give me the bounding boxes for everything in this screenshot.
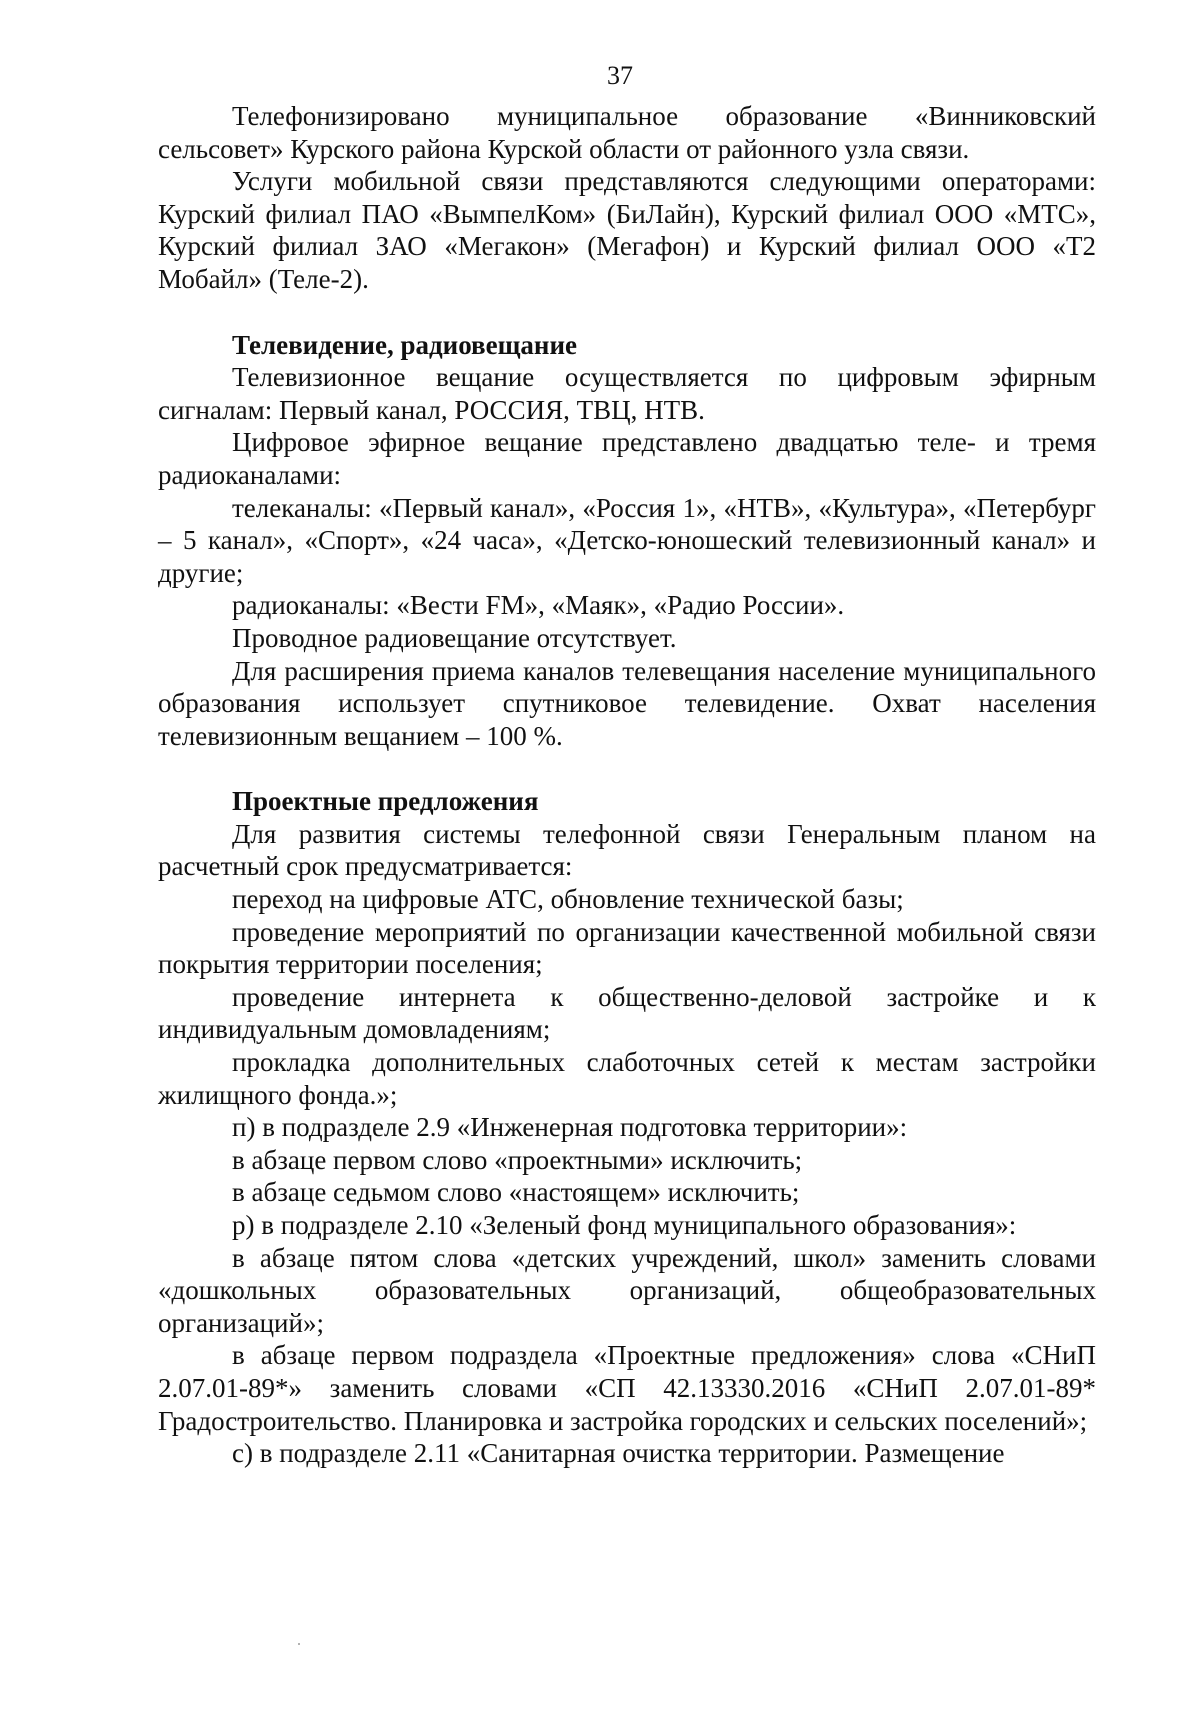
- paragraph: радиоканалы: «Вести FM», «Маяк», «Радио России».: [232, 590, 845, 621]
- paragraph: в абзаце первом слово «проектными» исключить;: [232, 1144, 803, 1175]
- section-heading-proposals: Проектные предложения: [232, 786, 539, 817]
- paragraph: в абзаце седьмом слово «настоящем» исключить;: [232, 1177, 800, 1208]
- paragraph: проведение интернета к общественно-деловой застройке и к индивидуальным домовладениям;: [158, 981, 1096, 1045]
- paragraph: Цифровое эфирное вещание представлено двадцатью теле- и тремя радиоканалами:: [158, 427, 1096, 490]
- section-gap: [158, 296, 1096, 329]
- paragraph: п) в подразделе 2.9 «Инженерная подготовка территории»:: [232, 1112, 908, 1143]
- paragraph: в абзаце пятом слова «детских учреждений, школ» заменить словами «дошкольных образовательных организаций, общеобразовательных организаций»;: [158, 1242, 1096, 1338]
- paragraph: в абзаце первом подраздела «Проектные предложения» слова «СНиП 2.07.01-89*» заменить словами «СП 42.13330.2016 «СНиП 2.07.01-89* Градостроительство. Планировка и застройка городских и сельских поселений»;: [158, 1340, 1096, 1436]
- document-body: [158, 100, 1096, 1470]
- paragraph: Телевизионное вещание осуществляется по цифровым эфирным сигналам: Первый канал, РОССИЯ, ТВЦ, НТВ.: [158, 362, 1096, 425]
- paragraph: проведение мероприятий по организации качественной мобильной связи покрытия территории поселения;: [158, 916, 1096, 980]
- paragraph: переход на цифровые АТС, обновление технической базы;: [232, 884, 904, 915]
- scan-speck: [298, 1643, 300, 1645]
- paragraph: Услуги мобильной связи представляются следующими операторами: Курский филиал ПАО «ВымпелКом» (БиЛайн), Курский филиал ООО «МТС», Курский филиал ЗАО «Мегакон» (Мегафон) и Курский филиал ООО «Т2 Мобайл» (Теле-2).: [158, 166, 1096, 294]
- page-number: 37: [607, 61, 633, 90]
- paragraph: прокладка дополнительных слаботочных сетей к местам застройки жилищного фонда.»;: [158, 1047, 1096, 1110]
- section-heading-tv: Телевидение, радиовещание: [232, 329, 577, 360]
- paragraph: телеканалы: «Первый канал», «Россия 1», «НТВ», «Культура», «Петербург – 5 канал», «Спорт», «24 часа», «Детско-юношеский телевизионный канал» и другие;: [158, 492, 1096, 588]
- paragraph: Телефонизировано муниципальное образование «Винниковский сельсовет» Курского района Курской области от районного узла связи.: [158, 101, 1096, 164]
- paragraph: Для расширения приема каналов телевещания население муниципального образования использует спутниковое телевидение. Охват населения телевизионным вещанием – 100 %.: [158, 655, 1096, 751]
- paragraph: Для развития системы телефонной связи Генеральным планом на расчетный срок предусматривается:: [158, 818, 1096, 882]
- section-gap: [158, 752, 1096, 785]
- paragraph: с) в подразделе 2.11 «Санитарная очистка территории. Размещение: [232, 1438, 1005, 1469]
- paragraph: р) в подразделе 2.10 «Зеленый фонд муниципального образования»:: [232, 1210, 1017, 1240]
- paragraph: Проводное радиовещание отсутствует.: [232, 622, 677, 653]
